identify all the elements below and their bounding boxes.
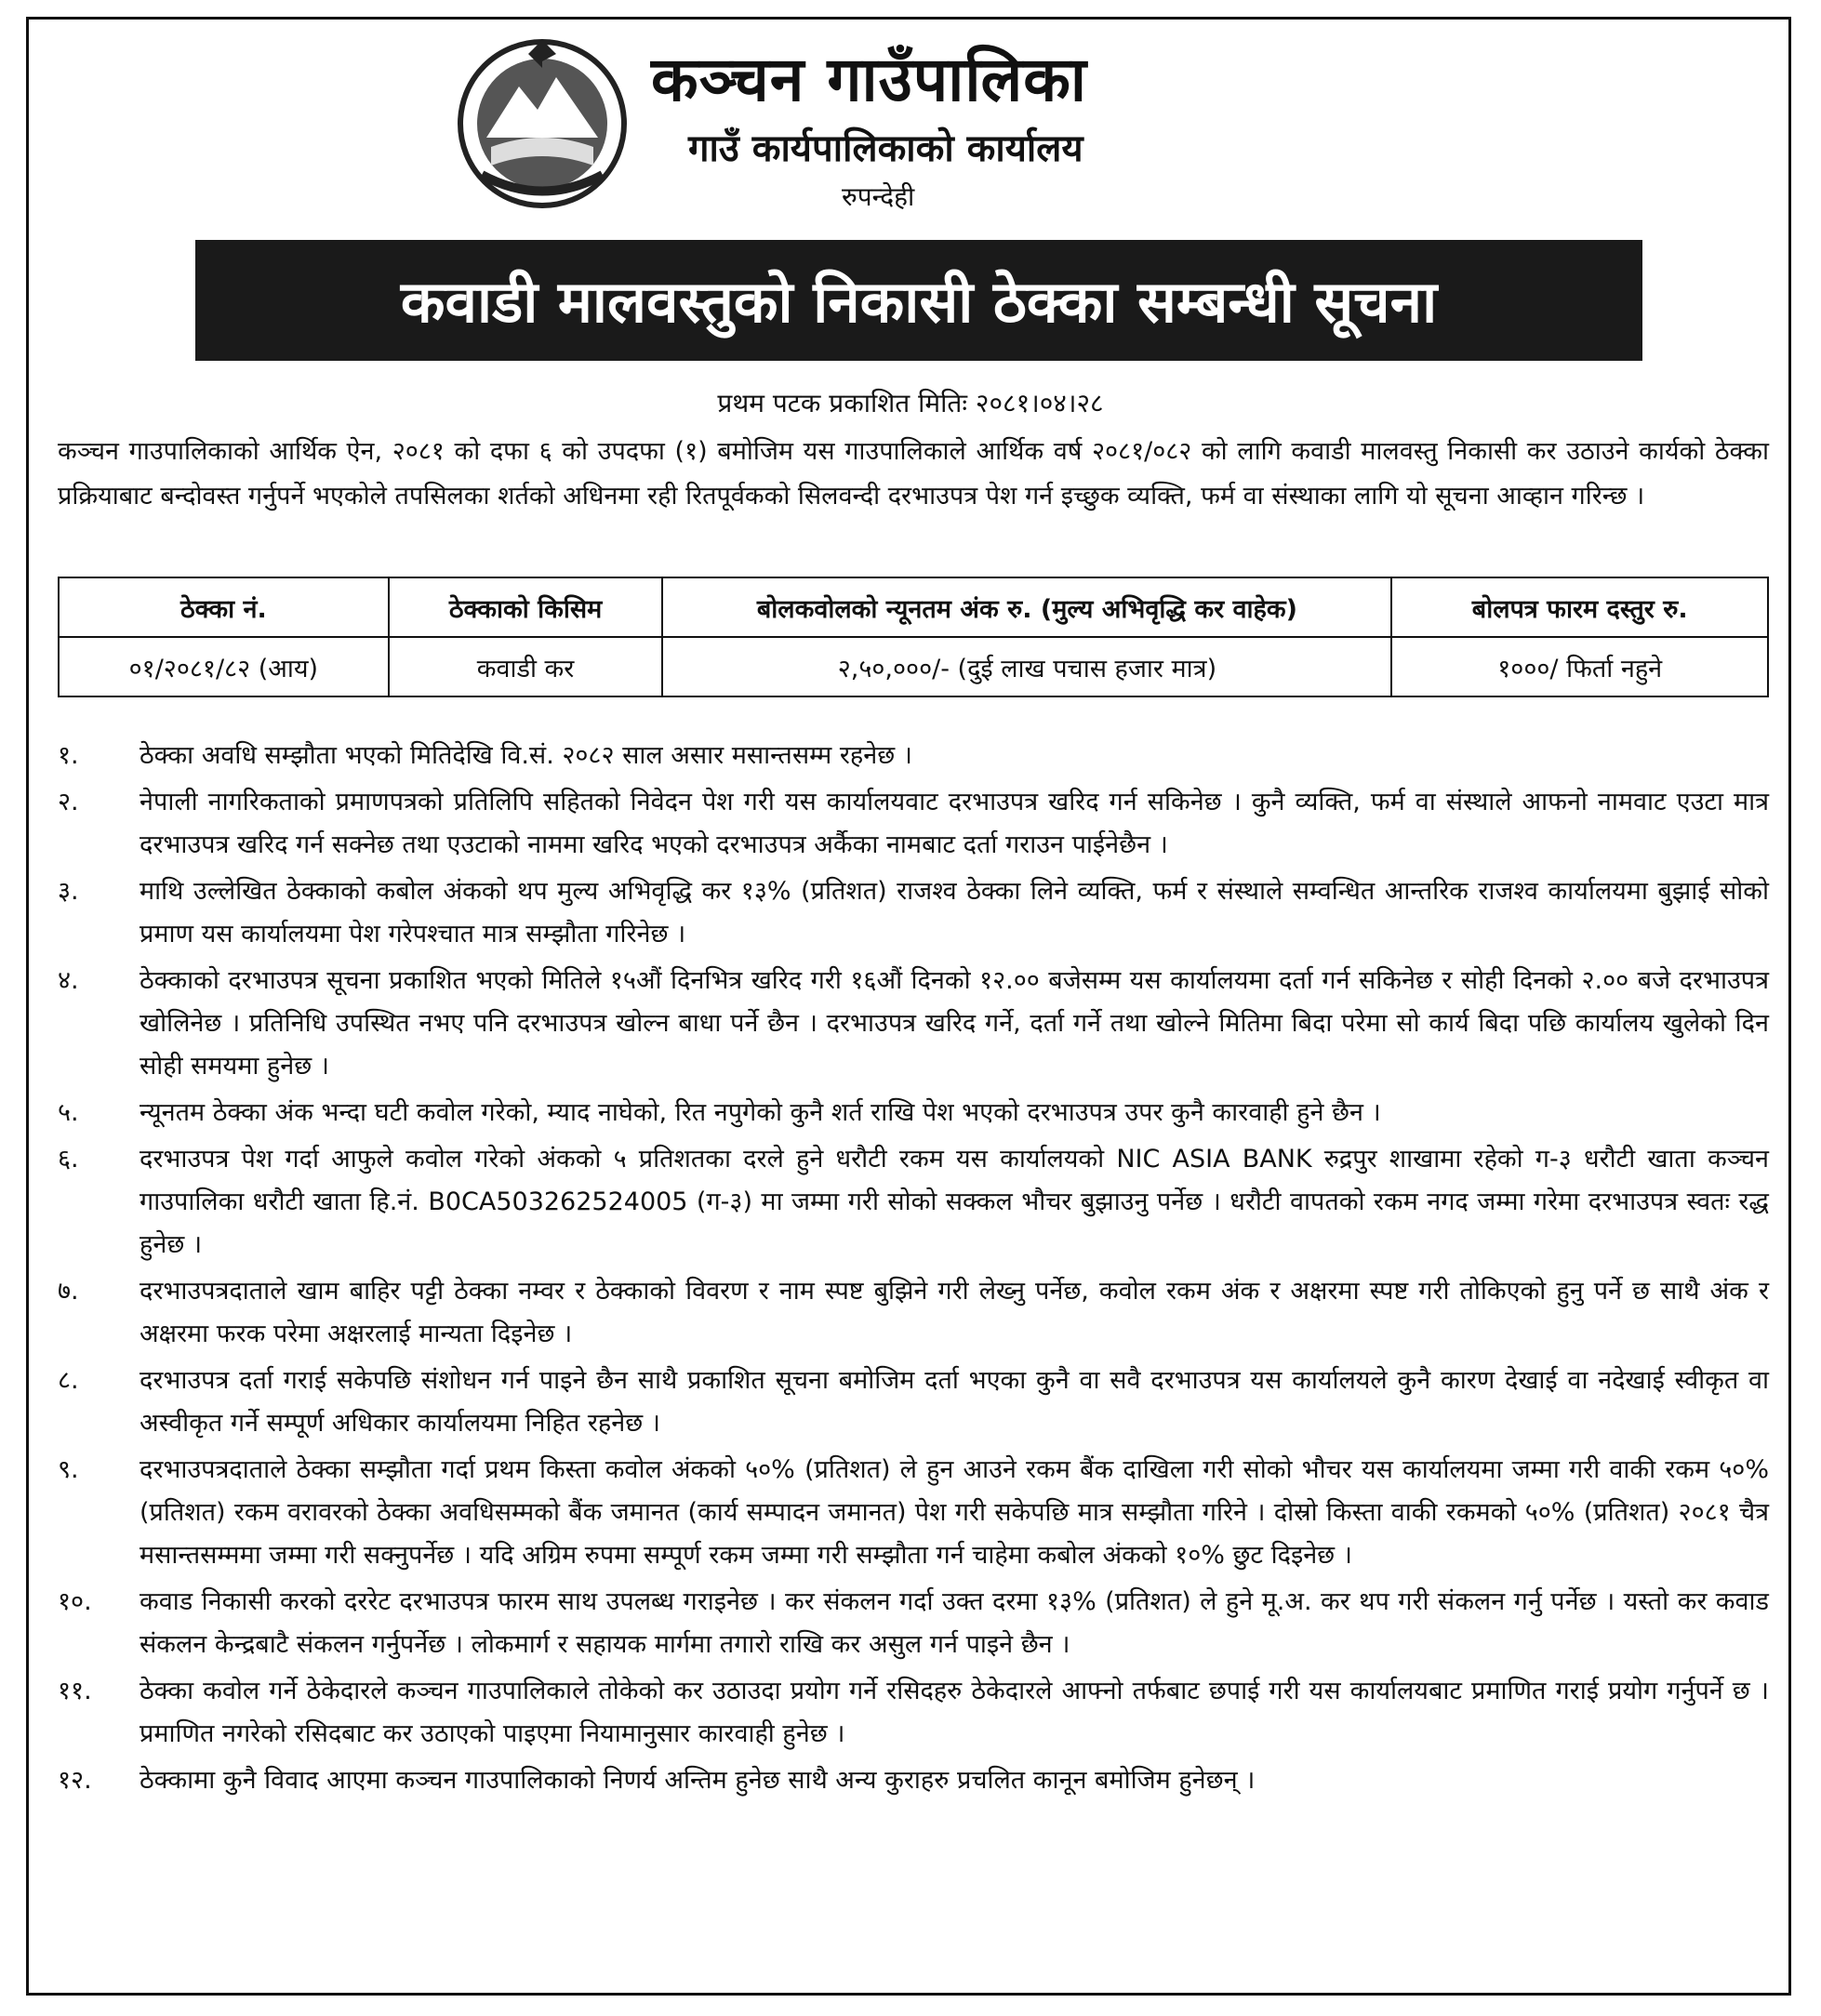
term-number: ६. bbox=[58, 1145, 79, 1174]
office-name: गाउँ कार्यपालिकाको कार्यालय bbox=[688, 127, 1083, 170]
tender-number-cell: ०१/२०८१/८२ (आय) bbox=[59, 637, 389, 696]
term-number: ११. bbox=[58, 1677, 92, 1705]
term-text: ठेक्कामा कुनै विवाद आएमा कञ्चन गाउपालिकाको निणर्य अन्तिम हुनेछ साथै अन्य कुराहरु प्रचलित कानून बमोजिम हुनेछन् । bbox=[140, 1766, 1256, 1795]
table-header-row bbox=[59, 577, 1768, 637]
tender-table bbox=[58, 577, 1769, 697]
nepal-emblem-icon bbox=[454, 35, 631, 212]
minimum-bid-cell: २,५०,०००/- (दुई लाख पचास हजार मात्र) bbox=[662, 637, 1391, 696]
table-row bbox=[59, 637, 1768, 696]
term-text: नेपाली नागरिकताको प्रमाणपत्रको प्रतिलिपि सहितको निवेदन पेश गरी यस कार्यालयवाट दरभाउपत्र खरिद गर्न सकिनेछ । कुनै व्यक्ति, फर्म वा संस्थाले आफनो नामवाट एउटा मात्र दरभाउपत्र खरिद गर्न सक्नेछ तथा एउटाको नाममा खरिद भएको दरभाउपत्र अर्कैका नामबाट दर्ता गराउन पाईनेछैन । bbox=[140, 788, 1769, 859]
term-number: १. bbox=[58, 741, 79, 770]
list-item bbox=[58, 735, 1769, 777]
table-header-cell: बोलपत्र फारम दस्तुर रु. bbox=[1391, 577, 1768, 637]
org-name: कञ्चन गाउँपालिका bbox=[651, 44, 1087, 115]
term-text: ठेक्का कवोल गर्ने ठेकेदारले कञ्चन गाउपालिकाले तोकेको कर उठाउदा प्रयोग गर्ने रसिदहरु ठेकेदारले आफ्नो तर्फबाट छपाई गरी यस कार्यालयबाट प्रमाणित गराई प्रयोग गर्नुपर्ने छ । प्रमाणित नगरेको रसिदबाट कर उठाएको पाइएमा नियामानुसार कारवाही हुनेछ । bbox=[140, 1677, 1769, 1748]
term-text: माथि उल्लेखित ठेक्काको कबोल अंकको थप मुल्य अभिवृद्धि कर १३% (प्रतिशत) राजश्व ठेक्का लिने व्यक्ति, फर्म र संस्थाले सम्वन्धित आन्तरिक राजश्व कार्यालयमा बुझाई सोको प्रमाण यस कार्यालयमा पेश गरेपश्चात मात्र सम्झौता गरिनेछ । bbox=[140, 877, 1769, 948]
term-text: कवाड निकासी करको दररेट दरभाउपत्र फारम साथ उपलब्ध गराइनेछ । कर संकलन गर्दा उक्त दरमा १३% (प्रतिशत) ले हुने मू.अ. कर थप गरी संकलन गर्नु पर्नेछ । यस्तो कर कवाड संकलन केन्द्रबाटै संकलन गर्नुपर्नेछ । लोकमार्ग र सहायक मार्गमा तगारो राखि कर असुल गर्न पाइने छैन । bbox=[140, 1587, 1769, 1659]
notice-title: कवाडी मालवस्तुको निकासी ठेक्का सम्बन्धी सूचना bbox=[195, 240, 1642, 361]
table-header-cell: बोलकवोलको न्यूनतम अंक रु. (मुल्य अभिवृद्धि कर वाहेक) bbox=[662, 577, 1391, 637]
intro-paragraph: कञ्चन गाउपालिकाको आर्थिक ऐन, २०८१ को दफा ६ को उपदफा (१) बमोजिम यस गाउपालिकाले आर्थिक वर्ष २०८१/०८२ को लागि कवाडी मालवस्तु निकासी कर उठाउने कार्यको ठेक्का प्रक्रियाबाट बन्दोवस्त गर्नुपर्ने भएकोले तपसिलका शर्तको अधिनमा रही रितपूर्वकको सिलवन्दी दरभाउपत्र पेश गर्न इच्छुक व्यक्ति, फर्म वा संस्थाका लागि यो सूचना आव्हान गरिन्छ । bbox=[58, 437, 1769, 511]
term-text: ठेक्काको दरभाउपत्र सूचना प्रकाशित भएको मितिले १५औं दिनभित्र खरिद गरी १६औं दिनको १२.०० बजेसम्म यस कार्यालयमा दर्ता गर्न सकिनेछ र सोही दिनको २.०० बजे दरभाउपत्र खोलिनेछ । प्रतिनिधि उपस्थित नभए पनि दरभाउपत्र खोल्न बाधा पर्ने छैन । दरभाउपत्र खरिद गर्ने, दर्ता गर्ने तथा खोल्ने मितिमा बिदा परेमा सो कार्य बिदा पछि कार्यालय खुलेको दिन सोही समयमा हुनेछ । bbox=[140, 966, 1769, 1081]
terms-list bbox=[58, 735, 1769, 1806]
list-item bbox=[58, 1092, 1769, 1134]
term-number: ५. bbox=[58, 1098, 79, 1127]
list-item bbox=[58, 870, 1769, 956]
term-number: २. bbox=[58, 788, 79, 816]
term-text: दरभाउपत्र दर्ता गराई सकेपछि संशोधन गर्न पाइने छैन साथै प्रकाशित सूचना बमोजिम दर्ता भएका कुनै वा सवै दरभाउपत्र यस कार्यालयले कुनै कारण देखाई वा नदेखाई स्वीकृत वा अस्वीकृत गर्ने सम्पूर्ण अधिकार कार्यालयमा निहित रहनेछ । bbox=[140, 1366, 1769, 1438]
list-item bbox=[58, 1759, 1769, 1802]
term-number: ७. bbox=[58, 1277, 79, 1306]
header bbox=[0, 0, 1821, 223]
term-number: ४. bbox=[58, 966, 79, 995]
term-number: ८. bbox=[58, 1366, 79, 1395]
publication-date: प्रथम पटक प्रकाशित मितिः २०८१।०४।२८ bbox=[717, 388, 1104, 418]
tender-type-cell: कवाडी कर bbox=[389, 637, 663, 696]
list-item bbox=[58, 1138, 1769, 1267]
term-text: दरभाउपत्रदाताले ठेक्का सम्झौता गर्दा प्रथम किस्ता कवोल अंकको ५०% (प्रतिशत) ले हुन आउने रकम बैंक दाखिला गरी सोको भौचर यस कार्यालयमा जम्मा गरी वाकी रकम ५०% (प्रतिशत) रकम वरावरको ठेक्का अवधिसम्मको बैंक जमानत (कार्य सम्पादन जमानत) पेश गरी सकेपछि मात्र सम्झौता गरिने । दोस्रो किस्ता वाकी रकमको ५०% (प्रतिशत) २०८१ चैत्र मसान्तसम्ममा जम्मा गरी सक्नुपर्नेछ । यदि अग्रिम रुपमा सम्पूर्ण रकम जम्मा गरी सम्झौता गर्न चाहेमा कबोल अंकको १०% छुट दिइनेछ । bbox=[140, 1455, 1770, 1570]
table-header-cell: ठेक्काको किसिम bbox=[389, 577, 663, 637]
list-item bbox=[58, 1270, 1769, 1356]
list-item bbox=[58, 1359, 1769, 1445]
term-number: १०. bbox=[58, 1587, 92, 1616]
district-name: रुपन्देही bbox=[842, 181, 915, 212]
list-item bbox=[58, 1670, 1769, 1756]
term-number: ९. bbox=[58, 1455, 79, 1484]
list-item bbox=[58, 781, 1769, 867]
list-item bbox=[58, 960, 1769, 1088]
term-number: १२. bbox=[58, 1766, 92, 1795]
list-item bbox=[58, 1449, 1769, 1577]
term-text: न्यूनतम ठेक्का अंक भन्दा घटी कवोल गरेको, म्याद नाघेको, रित नपुगेको कुनै शर्त राखि पेश भएको दरभाउपत्र उपर कुनै कारवाही हुने छैन । bbox=[140, 1098, 1381, 1127]
list-item bbox=[58, 1581, 1769, 1666]
term-text: ठेक्का अवधि सम्झौता भएको मितिदेखि वि.सं. २०८२ साल असार मसान्तसम्म रहनेछ । bbox=[140, 741, 912, 770]
term-text: दरभाउपत्र पेश गर्दा आफुले कवोल गरेको अंकको ५ प्रतिशतका दरले हुने धरौटी रकम यस कार्यालयको NIC ASIA BANK रुद्रपुर शाखामा रहेको ग-३ धरौटी खाता कञ्चन गाउपालिका धरौटी खाता हि.नं. B0CA503262524005 (ग-३) मा जम्मा गरी सोको सक्कल भौचर बुझाउनु पर्नेछ । धरौटी वापतको रकम नगद जम्मा गरेमा दरभाउपत्र स्वतः रद्ध हुनेछ । bbox=[140, 1145, 1769, 1259]
table-header-cell: ठेक्का नं. bbox=[59, 577, 389, 637]
term-text: दरभाउपत्रदाताले खाम बाहिर पट्टी ठेक्का नम्वर र ठेक्काको विवरण र नाम स्पष्ट बुझिने गरी लेख्नु पर्नेछ, कवोल रकम अंक र अक्षरमा स्पष्ट गरी तोकिएको हुनु पर्ने छ साथै अंक र अक्षरमा फरक परेमा अक्षरलाई मान्यता दिइनेछ । bbox=[140, 1277, 1769, 1348]
term-number: ३. bbox=[58, 877, 79, 906]
form-fee-cell: १०००/ फिर्ता नहुने bbox=[1391, 637, 1768, 696]
